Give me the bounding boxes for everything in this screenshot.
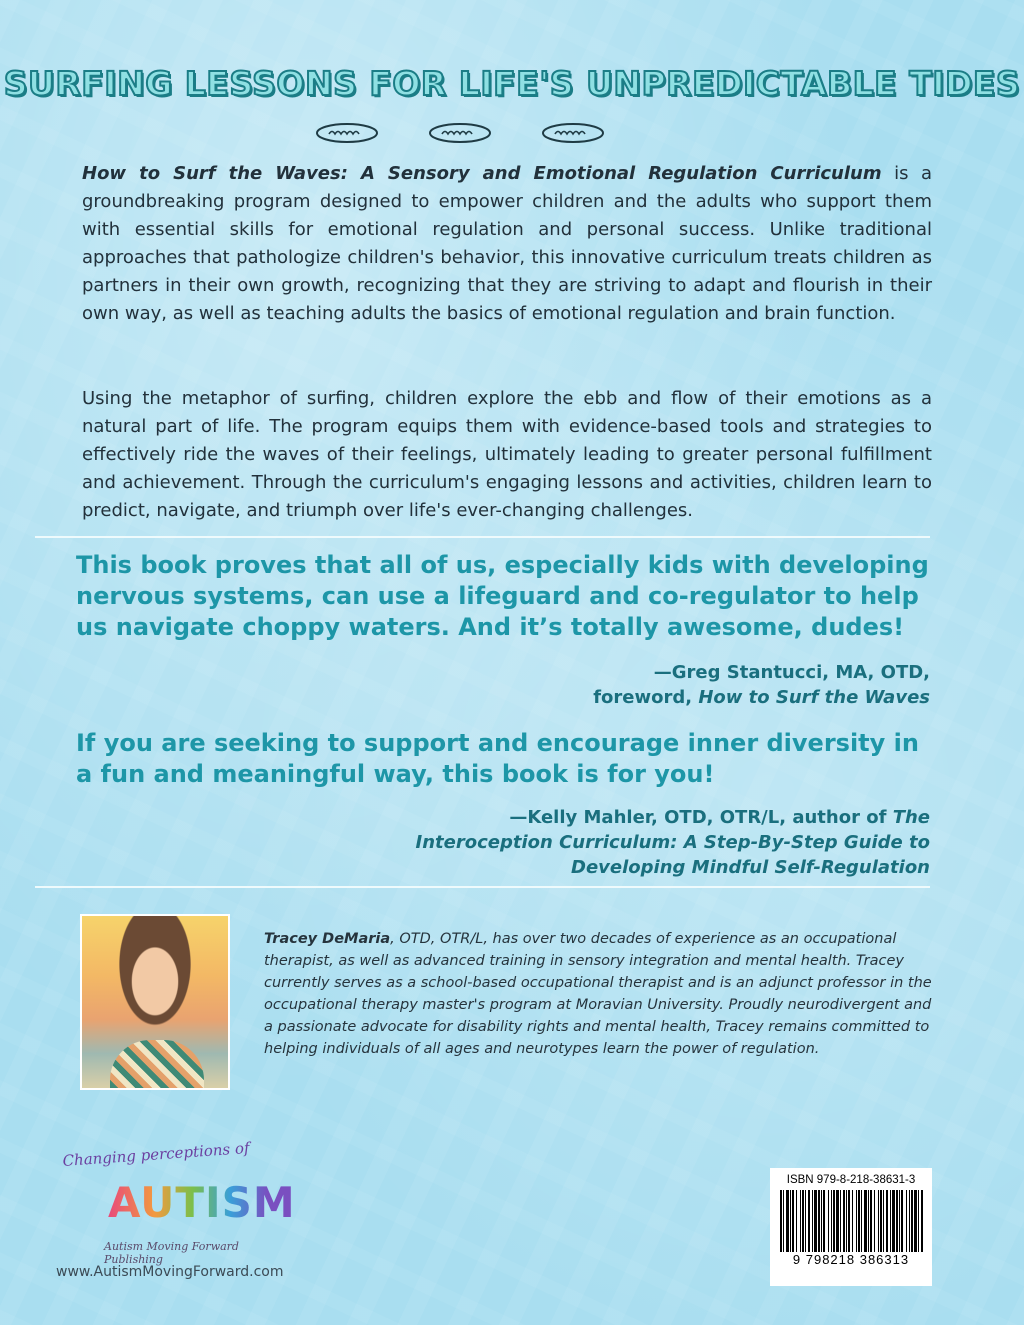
barcode-bar (828, 1190, 829, 1252)
barcode-bar (823, 1190, 825, 1252)
barcode-bar (892, 1190, 895, 1252)
barcode-bar (783, 1190, 784, 1252)
publisher-name: Autism Moving Forward Publishing (104, 1240, 239, 1266)
barcode-bar (840, 1190, 841, 1252)
description-paragraph-1-text: is a groundbreaking program designed to empower children and the adults who support them with essential skills for emotional regulation and personal success. Unlike traditional approaches that pathologize children's behavior, this innovative curriculum treats children as partners in their own growth, recognizing that they are striving to adapt and flourish in their own way, as well as teaching adults the basics of emotional regulation and brain function. (82, 163, 933, 324)
barcode-bar (878, 1190, 879, 1252)
barcode-bar (901, 1190, 903, 1252)
endorsement-role: foreword, (593, 687, 699, 708)
barcode-bar (831, 1190, 832, 1252)
barcode-bar (861, 1190, 862, 1252)
barcode-bar (818, 1190, 820, 1252)
endorsement-work-title: The Interoception Curriculum: A Step-By-Step Guide to Developing Mindful Self-Regulation (415, 807, 930, 878)
author-name: Tracey DeMaria (264, 931, 391, 947)
endorsement-author: —Greg Stantucci, MA, OTD, (653, 662, 930, 683)
barcode-bar (856, 1190, 857, 1252)
barcode-bar (802, 1190, 804, 1252)
surfboard-icon (315, 122, 379, 144)
endorsement-quote: This book proves that all of us, especially kids with developing nervous systems, can use a lifeguard and co-regulator to help us navigate choppy waters. And it’s totally awesome, dudes! (76, 551, 929, 641)
publisher-website: www.AutismMovingForward.com (56, 1264, 284, 1280)
barcode-bar (848, 1190, 850, 1252)
divider (35, 536, 930, 538)
barcode-bar (911, 1190, 913, 1252)
barcode-bar (896, 1190, 898, 1252)
barcode-bar (786, 1190, 789, 1252)
barcode-bar (914, 1190, 917, 1252)
barcode-bar (883, 1190, 884, 1252)
barcode-bar (805, 1190, 806, 1252)
barcode-bar (814, 1190, 817, 1252)
barcode-bar (921, 1190, 923, 1252)
barcode-bar (852, 1190, 853, 1252)
publisher-logo-word: AUTISM (108, 1178, 296, 1227)
description-paragraph-1 (82, 160, 932, 328)
barcode-bar (880, 1190, 882, 1252)
barcode-bar (906, 1190, 907, 1252)
author-bio (264, 928, 932, 1060)
book-title: How to Surf the Waves: A Sensory and Emotional Regulation Curriculum (82, 163, 882, 184)
barcode-bar (890, 1190, 891, 1252)
barcode-bar (864, 1190, 867, 1252)
barcode-bar (843, 1190, 845, 1252)
cover-headline: SURFING LESSONS FOR LIFE'S UNPREDICTABLE TIDES (3, 64, 1021, 103)
publisher-logo (56, 1138, 296, 1266)
barcode-bar (792, 1190, 794, 1252)
barcode-bar (886, 1190, 888, 1252)
endorsement-work-title: How to Surf the Waves (698, 687, 930, 708)
barcode-bar (821, 1190, 822, 1252)
surfboard-icon (541, 122, 605, 144)
barcode-bar (780, 1190, 782, 1252)
isbn-barcode (770, 1168, 932, 1286)
barcode-bar (870, 1190, 872, 1252)
barcode-bar (868, 1190, 869, 1252)
surfboard-decoration (0, 122, 1024, 146)
surfboard-icon (428, 122, 492, 144)
barcode-bar (874, 1190, 875, 1252)
endorsement-attribution (230, 660, 930, 710)
barcode-bar (833, 1190, 835, 1252)
endorsement-author: —Kelly Mahler, OTD, OTR/L, author of (509, 807, 893, 828)
endorsement-quote: If you are seeking to support and encourage inner diversity in a fun and meaningful way, this book is for you! (76, 729, 919, 788)
barcode-bar (808, 1190, 810, 1252)
barcode-number: 9 798218 386313 (792, 1252, 910, 1267)
author-bio-text: , OTD, OTR/L, has over two decades of experience as an occupational therapist, as well as advanced training in sensory integration and mental health. Tracey currently serves as a school-based occupational therapist and is an adjunct professor in the occupational therapy master's program at Moravian University. Proudly neurodivergent and a passionate advocate for disability rights and mental health, Tracey remains committed to helping individuals of all ages and neurotypes learn the power of regulation. (264, 931, 932, 1057)
author-photo (80, 914, 230, 1090)
publisher-tagline: Changing perceptions of (62, 1138, 251, 1170)
barcode-bar (800, 1190, 801, 1252)
barcode-bar (796, 1190, 797, 1252)
barcode-bar (918, 1190, 919, 1252)
barcode-bar (899, 1190, 900, 1252)
description-paragraph-2: Using the metaphor of surfing, children explore the ebb and flow of their emotions as a natural part of life. The program equips them with evidence-based tools and strategies to effectively ride the waves of their feelings, ultimately leading to greater personal fulfillment and achievement. Through the curriculum's engaging lessons and activities, children learn to predict, navigate, and triumph over life's ever-changing challenges. (82, 388, 932, 521)
barcode-bar (836, 1190, 839, 1252)
barcode-bar (858, 1190, 860, 1252)
barcode-bar (790, 1190, 791, 1252)
barcode-bar (909, 1190, 910, 1252)
isbn-label: ISBN 979-8-218-38631-3 (786, 1174, 916, 1186)
barcode-bars (778, 1190, 924, 1252)
endorsement-attribution (410, 805, 930, 880)
divider (35, 886, 930, 888)
barcode-bar (846, 1190, 847, 1252)
barcode-bar (812, 1190, 813, 1252)
